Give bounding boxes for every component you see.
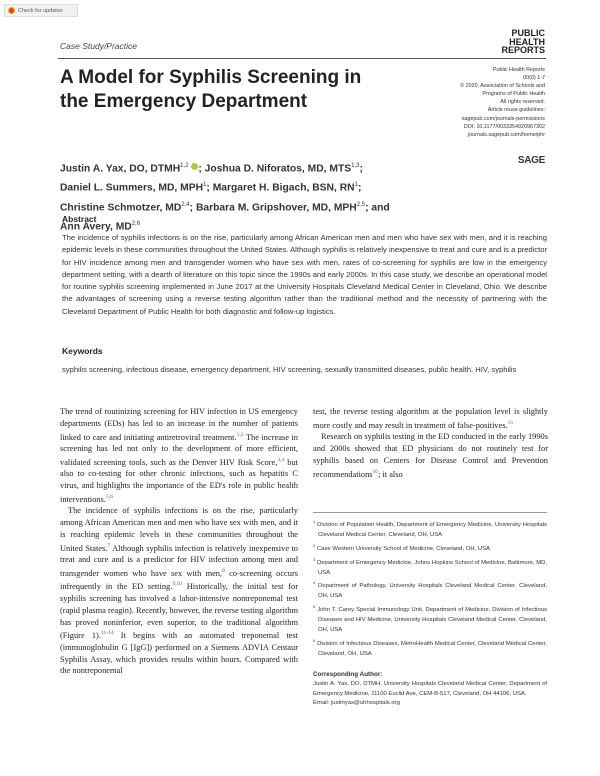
author-separator: ; and [365, 202, 390, 214]
paragraph-text: co-screening occurs infrequently in the ED setting. [60, 568, 298, 592]
article-section: Case Study/Practice [60, 41, 138, 51]
author-affiliation: 2,4 [181, 201, 190, 208]
citation-link[interactable]: 1,2 [236, 431, 244, 438]
check-for-updates-button[interactable] [4, 4, 78, 17]
publisher-logo: SAGE [517, 155, 545, 166]
author-name: Christine Schmotzer, MD [60, 202, 182, 214]
author-separator: ; [357, 182, 362, 194]
footnote-text: John T. Carey Special Immunology Unit, Department of Medicine, Division of Infectious Diseases and HIV Medicine, University Hospitals Cleveland Medical Center, Cleveland, OH, USA [317, 607, 547, 633]
citation-link[interactable]: 7 [107, 542, 111, 549]
paragraph-text: The increase in screening has led not only to the development of more efficient, validated screening tools, such as the Denver HIV Risk Score, [60, 432, 298, 467]
author-name: Daniel L. Summers, MD, MPH [60, 182, 204, 194]
check-updates-label: Check for updates [18, 7, 63, 14]
affiliation-footnote [313, 555, 547, 579]
corresponding-author-line: Email: justinyax@uhhospitals.org [313, 700, 400, 707]
paragraph [60, 505, 298, 677]
footnote-number: 6 [313, 637, 316, 643]
corresponding-author-heading: Corresponding Author: [313, 670, 383, 678]
publication-meta [405, 66, 545, 139]
journal-logo: PUBLIC HEALTH REPORTS [501, 28, 545, 55]
footnote-divider [313, 512, 547, 513]
footnote-text: Division of Population Health, Department of Emergency Medicine, University Hospitals Cleveland Medical Center, Cleveland, OH, USA [317, 521, 548, 538]
footnote-text: Department of Pathology, University Hospitals Cleveland Medical Center, Cleveland, OH, USA [318, 583, 547, 600]
meta-line: 00(0) 1-7 [523, 75, 545, 82]
paragraph-text: test, the reverse testing algorithm at the population level is slightly more costly and may result in treatment of false-positives. [313, 407, 548, 430]
paragraph-text: The trend of routinizing screening for HIV infection in US emergency departments (EDs) has led to an increase in the number of patients linked to care and initiating antiretroviral treatment. [60, 407, 298, 442]
footnote-number: 1 [313, 519, 316, 524]
affiliation-footnote [313, 517, 547, 541]
article-title: A Model for Syphilis Screening in the Emergency Department [60, 67, 362, 112]
author-list [60, 158, 550, 236]
author-affiliation: 2,6 [131, 221, 141, 228]
author-affiliation: 1 [354, 182, 358, 189]
paragraph-text: The incidence of syphilis infections is on the rise, particularly among African American men and men who have sex with men, and it is reaching epidemic levels in these communities throughout the United States. [60, 506, 298, 553]
paragraph [313, 431, 548, 480]
footnote-number: 2 [313, 542, 316, 548]
meta-line: Article reuse guidelines: [487, 107, 545, 114]
author-separator: ; [359, 163, 363, 175]
body-column-right [313, 406, 548, 480]
author-name: Barbara M. Gripshover, MD, MPH [195, 202, 357, 214]
paragraph [313, 406, 548, 431]
author-separator: ; [198, 163, 205, 175]
footnote-text: Department of Emergency Medicine, Johns Hopkins School of Medicine, Baltimore, MD, USA [316, 559, 547, 576]
footnote-text: Case Western University School of Medicine, Cleveland, OH, USA [316, 545, 490, 552]
meta-line: All rights reserved. [500, 99, 545, 106]
author-name: Justin A. Yax, DO, DTMH [60, 163, 181, 175]
citation-link[interactable]: 11-14 [100, 630, 114, 637]
paragraph-text: Although syphilis infection is relatively inexpensive to treat and cure and is a predictor for HIV infection among men and transgender women who have sex with men, [60, 543, 298, 578]
citation-link[interactable]: 9,10 [172, 581, 182, 588]
affiliations [313, 517, 547, 709]
author-affiliation: 1,3 [351, 163, 360, 169]
author-separator: ; [206, 182, 213, 194]
author-separator: ; [189, 202, 196, 214]
affiliation-footnote [313, 578, 547, 602]
meta-line: Programs of Public Health [482, 91, 545, 98]
meta-line: journals.sagepub.com/home/phr [467, 131, 545, 138]
meta-line: © 2020, Association of Schools and [460, 83, 545, 90]
footnote-text: Division of Infectious Diseases, MetroHealth Medical Center, Cleveland Medical Center, Cleveland, OH, USA [317, 640, 547, 657]
affiliation-footnote [313, 602, 547, 636]
author-name: Margaret H. Bigach, BSN, RN [212, 182, 355, 194]
corresponding-author-line: Justin A. Yax, DO, DTMH, University Hospitals Cleveland Medical Center, Department of Emergency Medicine, 11100 Euclid Ave, CEM-B-517, Cleveland, OH 44106, USA. [313, 680, 547, 697]
abstract-heading: Abstract [62, 214, 97, 224]
citation-link[interactable]: 5,6 [105, 493, 113, 500]
header-divider [58, 58, 546, 59]
author-name: Joshua D. Niforatos, MD, MTS [204, 163, 352, 175]
affiliation-footnote [313, 541, 547, 555]
body-column-left [60, 406, 298, 677]
meta-line: Public Health Reports [492, 67, 545, 73]
author-name: Ann Avery, MD [60, 221, 132, 233]
keywords-heading: Keywords [62, 346, 103, 356]
footnote-number: 3 [313, 556, 316, 562]
affiliation-footnote [313, 636, 547, 660]
footnote-number: 5 [313, 604, 316, 610]
meta-line: sagepub.com/journals-permissions [461, 115, 545, 122]
citation-link[interactable]: 3,4 [277, 456, 285, 463]
footnote-number: 4 [313, 580, 316, 586]
citation-link[interactable]: 15 [507, 419, 514, 426]
paragraph [60, 406, 298, 505]
keywords-text: syphilis screening, infectious disease, emergency department, HIV screening, sexually transmitted diseases, public health, HIV, syphilis [62, 365, 517, 374]
paragraph-text: Research on syphilis testing in the ED conducted in the early 1990s and 2000s showed that ED physicians do not routinely test for syphilis based on Centers for Disease Control and Prevention recommendations [313, 432, 548, 479]
author-affiliation: 1,2 [180, 163, 189, 169]
citation-link[interactable]: 16 [372, 468, 379, 475]
citation-link[interactable]: 8 [222, 567, 225, 574]
paragraph-text: but also to co-testing for other chronic infections, such as hepatitis C virus, and highlights the importance of the ED's role in public health interventions. [60, 457, 298, 504]
paragraph-text: ; it also [378, 469, 403, 479]
paragraph-text: Historically, the initial test for syphilis screening has involved a labor-intensive nontreponemal test (rapid plasma reagin). Recently, however, the reverse testing algorithm has proved noninferior, even superior, to the traditional algorithm (Figure 1). [60, 582, 298, 641]
author-affiliation: 2,5 [356, 201, 366, 208]
paragraph-text: It begins with an automated treponemal test (immunoglobulin G [IgG]) performed on a Siemens ADVIA Centaur Syphilis Assay, which provides results within hours. Compared with the nontreponemal [60, 631, 298, 676]
meta-line: DOI: 10.1177/0033354920967302 [463, 123, 545, 130]
author-affiliation: 1 [203, 182, 207, 189]
abstract-text: The incidence of syphilis infections is on the rise, particularly among African American men and men who have sex with men, and it is reaching epidemic levels in these communities throughout the United States. Although syphilis is relatively inexpensive to treat and cure and is a predictor for HIV incidence among men and transgender women who have sex with men, rates of co-screening for syphilis are low in the emergency department setting, with a dearth of literature on this topic since the 1990s and early 2000s. In this case study, we describe an operational model for routine syphilis screening implemented in June 2017 at the University Hospitals Cleveland Medical Center in Cleveland, Ohio. We describe the advantages of screening using a reverse testing algorithm rather than the traditional method and the necessity of partnering with the Cleveland Department of Public Health for both diagnostic and follow-up logistics. [62, 233, 547, 316]
check-updates-icon [8, 7, 15, 14]
